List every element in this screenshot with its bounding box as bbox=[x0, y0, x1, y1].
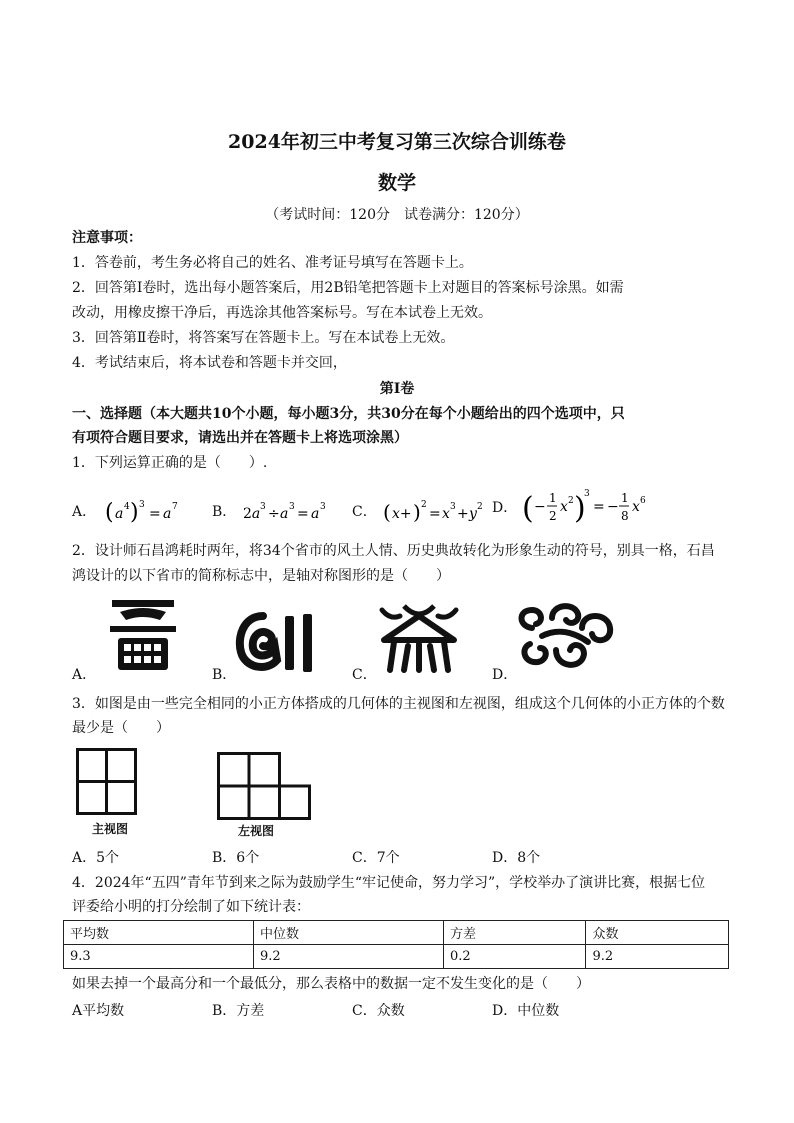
q1-stem: 1．下列运算正确的是（ ）. bbox=[72, 455, 268, 471]
q2-logo-c-icon bbox=[374, 600, 464, 674]
q1-option-c-formula bbox=[381, 497, 503, 527]
q3-front-view-label: 主视图 bbox=[92, 822, 129, 836]
q4-option-b: B．方差 bbox=[212, 1003, 265, 1019]
svg-text:=: = bbox=[148, 506, 161, 522]
svg-text:3: 3 bbox=[319, 502, 326, 512]
svg-text:3: 3 bbox=[450, 502, 456, 512]
q1-option-a: A． ( a 4 ) 3 = a 7 bbox=[72, 497, 211, 527]
section-instructions-2: 有项符合题目要求，请选出并在答题卡上将选项涂黑） bbox=[72, 430, 408, 446]
svg-text:7: 7 bbox=[171, 502, 178, 512]
svg-text:−: − bbox=[606, 499, 619, 515]
table-header-cell: 中位数 bbox=[253, 921, 443, 945]
page-title: 2024年初三中考复习第三次综合训练卷 bbox=[228, 131, 566, 153]
notice-item-2: 2．回答第Ⅰ卷时，选出每小题答案后，用2B铅笔把答题卡上对题目的答案标号涂黑。如需 bbox=[72, 280, 624, 296]
table-header-cell: 方差 bbox=[443, 921, 586, 945]
notice-item-4: 4．考试结束后，将本试卷和答题卡并交回， bbox=[72, 355, 347, 371]
svg-text:÷: ÷ bbox=[267, 506, 280, 522]
q4-option-d: D．中位数 bbox=[492, 1003, 560, 1019]
svg-text:x: x bbox=[442, 506, 451, 522]
svg-text:(: ( bbox=[383, 500, 391, 524]
svg-text:a: a bbox=[310, 506, 320, 522]
svg-text:1: 1 bbox=[548, 491, 557, 505]
svg-text:4: 4 bbox=[123, 502, 130, 512]
q2-option-c: C． bbox=[352, 667, 377, 683]
table-cell: 0.2 bbox=[443, 945, 586, 969]
section-instructions-1: 一、选择题（本大题共10个小题，每小题3分，共30分在每个小题给出的四个选项中，只 bbox=[72, 406, 625, 422]
svg-text:3: 3 bbox=[138, 500, 145, 510]
q3-left-view-figure bbox=[217, 752, 311, 820]
q4-stem-3: 如果去掉一个最高分和一个最低分，那么表格中的数据一定不发生变化的是（ ） bbox=[72, 976, 590, 992]
svg-text:2: 2 bbox=[548, 509, 557, 523]
svg-text:y: y bbox=[469, 506, 478, 522]
q4-option-a: A平均数 bbox=[72, 1003, 125, 1019]
table-row bbox=[64, 945, 729, 969]
svg-text:3: 3 bbox=[259, 502, 266, 512]
svg-text:=: = bbox=[296, 506, 309, 522]
q1-option-d-formula bbox=[522, 484, 662, 534]
table-header-cell: 平均数 bbox=[64, 921, 254, 945]
svg-text:2a: 2a bbox=[242, 506, 261, 522]
q2-option-d: D． bbox=[492, 667, 518, 683]
q3-stem-2: 最少是（ ） bbox=[72, 720, 170, 736]
q2-option-b: B． bbox=[212, 667, 237, 683]
svg-text:): ) bbox=[573, 491, 586, 526]
svg-text:+: + bbox=[457, 506, 469, 522]
q4-stats-table bbox=[63, 920, 729, 969]
svg-text:=: = bbox=[592, 499, 605, 515]
q1-option-a-formula bbox=[101, 497, 211, 527]
q3-option-d: D．8个 bbox=[492, 850, 541, 866]
svg-text:2: 2 bbox=[477, 502, 483, 512]
q1-option-d: D． ( − 1 2 x 2 ) 3 = − 1 8 x 6 bbox=[492, 484, 662, 534]
q2-logo-b-icon bbox=[233, 608, 329, 676]
svg-text:a: a bbox=[279, 506, 289, 522]
q2-option-a: A． bbox=[72, 667, 97, 683]
svg-text:3: 3 bbox=[583, 489, 590, 499]
svg-text:(: ( bbox=[104, 500, 114, 525]
q4-stem-1: 4．2024年“五四”青年节到来之际为鼓励学生“牢记使命，努力学习”，学校举办了演讲比赛，根据七位 bbox=[72, 875, 706, 891]
table-header-row bbox=[64, 921, 729, 945]
table-cell: 9.3 bbox=[64, 945, 254, 969]
exam-info: （考试时间：120分 试卷满分：120分） bbox=[265, 207, 529, 223]
q1-option-b: B． 2a 3 ÷ a 3 = a 3 bbox=[212, 497, 341, 527]
q3-left-view-label: 左视图 bbox=[238, 824, 275, 838]
notice-item-1: 1．答卷前，考生务必将自己的姓名、准考证号填写在答题卡上。 bbox=[72, 255, 473, 271]
q3-option-c: C．7个 bbox=[352, 850, 400, 866]
q2-logo-d-icon bbox=[512, 598, 622, 674]
q3-front-view-figure bbox=[76, 748, 138, 818]
notice-item-2-cont: 改动，用橡皮擦干净后，再选涂其他答案标号。写在本试卷上无效。 bbox=[72, 305, 492, 321]
q2-logo-a-icon bbox=[100, 596, 190, 674]
q3-option-b: B．6个 bbox=[212, 850, 260, 866]
svg-text:a: a bbox=[114, 506, 123, 522]
svg-text:): ) bbox=[413, 500, 421, 524]
subject-title: 数学 bbox=[377, 172, 416, 194]
svg-text:x: x bbox=[559, 499, 568, 515]
svg-text:(: ( bbox=[521, 491, 534, 526]
svg-text:x: x bbox=[631, 499, 640, 515]
notice-heading: 注意事项： bbox=[72, 230, 142, 246]
q4-stem-2: 评委给小明的打分绘制了如下统计表： bbox=[72, 899, 310, 915]
svg-text:): ) bbox=[129, 500, 139, 525]
q1-option-c: C． ( x+ ) 2 = x 3 + y 2 bbox=[352, 497, 503, 527]
q2-stem-2: 鸿设计的以下省市的简称标志中，是轴对称图形的是（ ） bbox=[72, 568, 450, 584]
section-title: 第Ⅰ卷 bbox=[379, 381, 415, 397]
notice-item-3: 3．回答第Ⅱ卷时，将答案写在答题卡上。写在本试卷上无效。 bbox=[72, 330, 455, 346]
svg-text:2: 2 bbox=[421, 500, 427, 510]
svg-text:a: a bbox=[162, 506, 171, 522]
svg-text:8: 8 bbox=[620, 509, 629, 523]
svg-text:2: 2 bbox=[567, 496, 574, 506]
q1-option-b-formula bbox=[241, 497, 341, 527]
q3-option-a: A．5个 bbox=[72, 850, 120, 866]
svg-text:1: 1 bbox=[620, 491, 629, 505]
svg-text:6: 6 bbox=[639, 496, 646, 506]
svg-text:3: 3 bbox=[288, 502, 295, 512]
table-cell: 9.2 bbox=[586, 945, 729, 969]
q4-option-c: C．众数 bbox=[352, 1003, 405, 1019]
svg-text:−: − bbox=[533, 499, 546, 515]
svg-text:=: = bbox=[429, 506, 441, 522]
q3-stem-1: 3．如图是由一些完全相同的小正方体搭成的几何体的主视图和左视图，组成这个几何体的小正方体的个数 bbox=[72, 696, 725, 712]
svg-text:x+: x+ bbox=[392, 506, 412, 522]
table-cell: 9.2 bbox=[253, 945, 443, 969]
q2-stem-1: 2．设计师石昌鸿耗时两年，将34个省市的风土人情、历史典故转化为形象生动的符号，别具一格，石昌 bbox=[72, 543, 715, 559]
table-header-cell: 众数 bbox=[586, 921, 729, 945]
